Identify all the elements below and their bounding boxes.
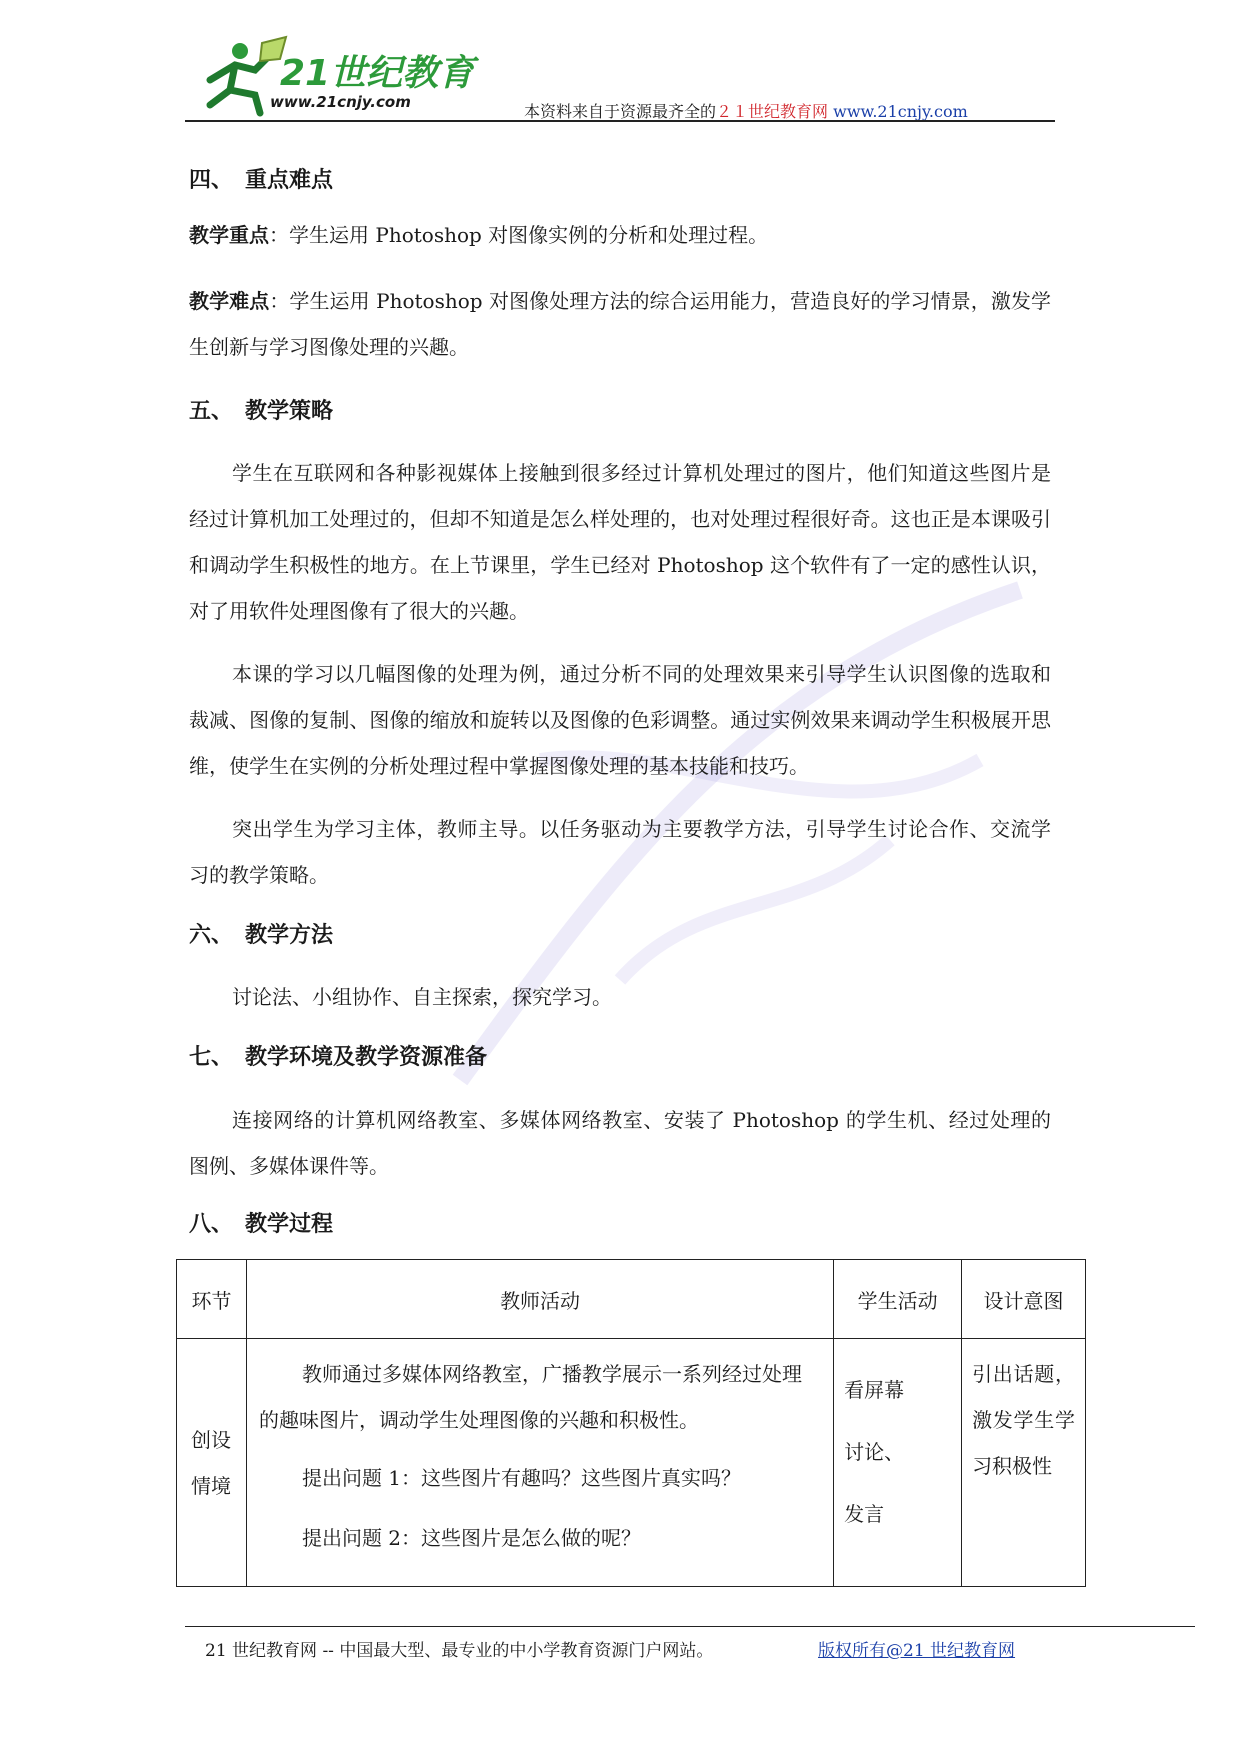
footer-divider [185,1626,1195,1627]
header-divider [185,120,1055,122]
site-logo [200,35,500,119]
strategy-paragraph-2: 本课的学习以几幅图像的处理为例，通过分析不同的处理效果来引导学生认识图像的选取和裁减、图像的复制、图像的缩放和旋转以及图像的色彩调整。通过实例效果来调动学生积极展开思维，使学生在实例的分析处理过程中掌握图像处理的基本技能和技巧。 [189,662,1051,778]
section-heading-4: 四、 重点难点 [189,168,334,193]
strategy-paragraph-1: 学生在互联网和各种影视媒体上接触到很多经过计算机处理过的图片，他们知道这些图片是经过计算机加工处理过的，但却不知道是怎么样处理的，也对处理过程很好奇。这也正是本课吸引和调动学生积极性的地方。在上节课里，学生已经对 Photoshop 这个软件有了一定的感性认识，对了用软件处理图像有了很大的兴趣。 [189,461,1051,623]
cell-student-activity: 看屏幕 讨论、 发言 [834,1339,962,1587]
cell-stage: 创设情境 [177,1339,247,1587]
cell-design-intent: 引出话题，激发学生学习积极性 [962,1339,1086,1587]
header-student-activity: 学生活动 [834,1260,962,1339]
logo-wordmark: 21世纪教育 [280,53,475,94]
footer-copyright-link[interactable]: 版权所有@21 世纪教育网 [818,1641,1016,1661]
strategy-paragraph-3: 突出学生为学习主体，教师主导。以任务驱动为主要教学方法，引导学生讨论合作、交流学习的教学策略。 [189,817,1051,887]
header-design-intent: 设计意图 [962,1260,1086,1339]
key-point-label: 教学重点 [189,223,269,247]
section-heading-7: 七、 教学环境及教学资源准备 [189,1045,488,1070]
environment-paragraph: 连接网络的计算机网络教室、多媒体网络教室、安装了 Photoshop 的学生机、经过处理的图例、多媒体课件等。 [189,1108,1051,1178]
teaching-process-table [176,1259,1086,1587]
methods-paragraph: 讨论法、小组协作、自主探索，探究学习。 [232,985,612,1009]
difficulty-label: 教学难点 [189,289,270,313]
table-row [177,1339,1086,1587]
section-heading-6: 六、 教学方法 [189,923,334,948]
footer-slogan: 21 世纪教育网 -- 中国最大型、最专业的中小学教育资源门户网站。 [205,1641,714,1661]
header-stage: 环节 [177,1260,247,1339]
header-teacher-activity: 教师活动 [246,1260,833,1339]
cell-teacher-activity: 教师通过多媒体网络教室，广播教学展示一系列经过处理的趣味图片，调动学生处理图像的兴趣和积极性。 提出问题 1：这些图片有趣吗？这些图片真实吗？ 提出问题 2：这些图片是怎么做的呢？ [246,1339,833,1587]
logo-url: www.21cnjy.com [270,93,411,111]
section-heading-8: 八、 教学过程 [189,1212,334,1237]
header-source-note [524,99,968,122]
table-header-row [177,1260,1086,1339]
key-point-paragraph: 教学重点：学生运用 Photoshop 对图像实例的分析和处理过程。 [189,223,769,247]
difficulty-paragraph: 教学难点：学生运用 Photoshop 对图像处理方法的综合运用能力，营造良好的学习情景，激发学生创新与学习图像处理的兴趣。 [189,289,1052,359]
section-heading-5: 五、 教学策略 [189,399,334,424]
header-note-prefix: 本资料来自于资源最齐全的 [524,102,717,121]
header-note-site[interactable]: ２１世纪教育网 [716,102,829,121]
header-note-url[interactable]: www.21cnjy.com [833,102,968,121]
